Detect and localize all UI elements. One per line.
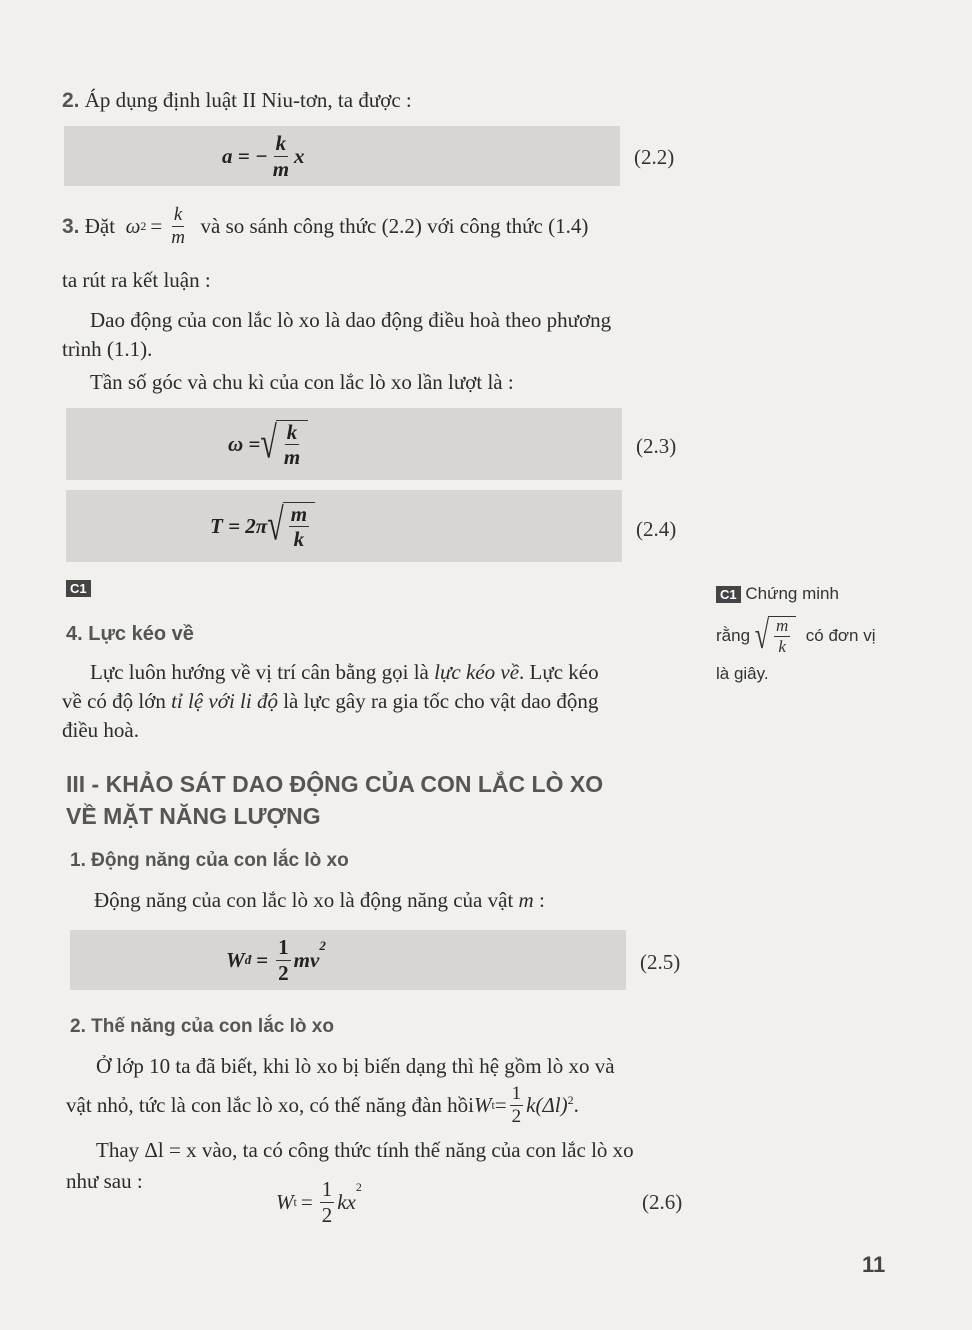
paragraph: Động năng của con lắc lò xo là động năng của vật m : <box>94 888 545 912</box>
item-2 <box>62 86 412 115</box>
formula-band-2-4 <box>66 490 622 562</box>
fraction: $\frac{k}{m}$ <box>171 204 185 248</box>
paragraph-line: Dao động của con lắc lò xo là dao động điều hoà theo phương <box>90 308 612 332</box>
equation-number-2-6: (2.6) <box>642 1190 683 1214</box>
sqrt: √ $\frac{m}{k}$ <box>755 616 797 656</box>
formula-2-4: T = 2π √ $\frac{m}{k}$ <box>210 492 315 560</box>
formula-2-3: ω = √ $\frac{k}{m}$ <box>228 410 308 478</box>
section-iii-heading: III - KHẢO SÁT DAO ĐỘNG CỦA CON LẮC LÒ XO VỀ MẶT NĂNG LƯỢNG <box>66 771 604 829</box>
formula-2-5: W đ = $\frac{1}{2}$ mv $^2$ <box>226 935 326 985</box>
c1-side-marker: C1 <box>716 586 741 603</box>
paragraph-line: điều hoà. <box>62 718 139 742</box>
item-text: Áp dụng định luật II Niu-tơn, ta được : <box>84 88 412 112</box>
sqrt: √ $\frac{k}{m}$ <box>260 420 308 468</box>
paragraph-line: Thay Δl = x vào, ta có công thức tính thế năng của con lắc lò xo <box>96 1138 634 1162</box>
formula-band-2-2 <box>64 126 620 186</box>
sqrt: √ $\frac{m}{k}$ <box>267 502 315 550</box>
equation-number-2-2: (2.2) <box>634 145 675 169</box>
paragraph-line: trình (1.1). <box>62 337 153 361</box>
equation-number-2-3: (2.3) <box>636 434 677 458</box>
item-3-line2: ta rút ra kết luận : <box>62 268 211 292</box>
formula-2-2: a = − $\frac{k}{m}$ x <box>222 131 305 181</box>
section-4-heading: 4. Lực kéo về <box>66 623 194 645</box>
item-number: 2. <box>62 89 80 112</box>
subsection-1-heading: 1. Động năng của con lắc lò xo <box>70 850 349 871</box>
paragraph-line: Lực luôn hướng về vị trí cân bằng gọi là lực kéo về. Lực kéo <box>90 660 599 684</box>
paragraph-line: vật nhỏ, tức là con lắc lò xo, có thế năng đàn hồi W t = $\frac{1}{2}$ k(Δl) $^2$ . <box>66 1082 579 1127</box>
formula-band-2-5 <box>70 930 626 990</box>
item-3: 3. Đặt ω 2 = $\frac{k}{m}$ và so sánh công thức (2.2) với công thức (1.4) <box>62 204 589 248</box>
page-number: 11 <box>862 1252 886 1277</box>
fraction: $\frac{k}{m}$ <box>272 131 290 181</box>
paragraph-line: như sau : <box>66 1169 143 1193</box>
side-note: C1 Chứng minh rằng √ $\frac{m}{k}$ có đơn vị là giây. <box>716 584 876 683</box>
formula-band-2-3 <box>66 408 622 480</box>
paragraph-line: Ở lớp 10 ta đã biết, khi lò xo bị biến dạng thì hệ gồm lò xo và <box>96 1054 615 1078</box>
subsection-2-heading: 2. Thế năng của con lắc lò xo <box>70 1016 334 1037</box>
paragraph: Tần số góc và chu kì của con lắc lò xo lần lượt là : <box>90 370 514 394</box>
paragraph-line: về có độ lớn tỉ lệ với li độ là lực gây ra gia tốc cho vật dao động <box>62 689 599 713</box>
equation-number-2-4: (2.4) <box>636 517 677 541</box>
c1-marker: C1 <box>66 580 91 598</box>
formula-2-6: W t = $\frac{1}{2}$ kx $^2$ <box>276 1177 362 1227</box>
equation-number-2-5: (2.5) <box>640 950 681 974</box>
